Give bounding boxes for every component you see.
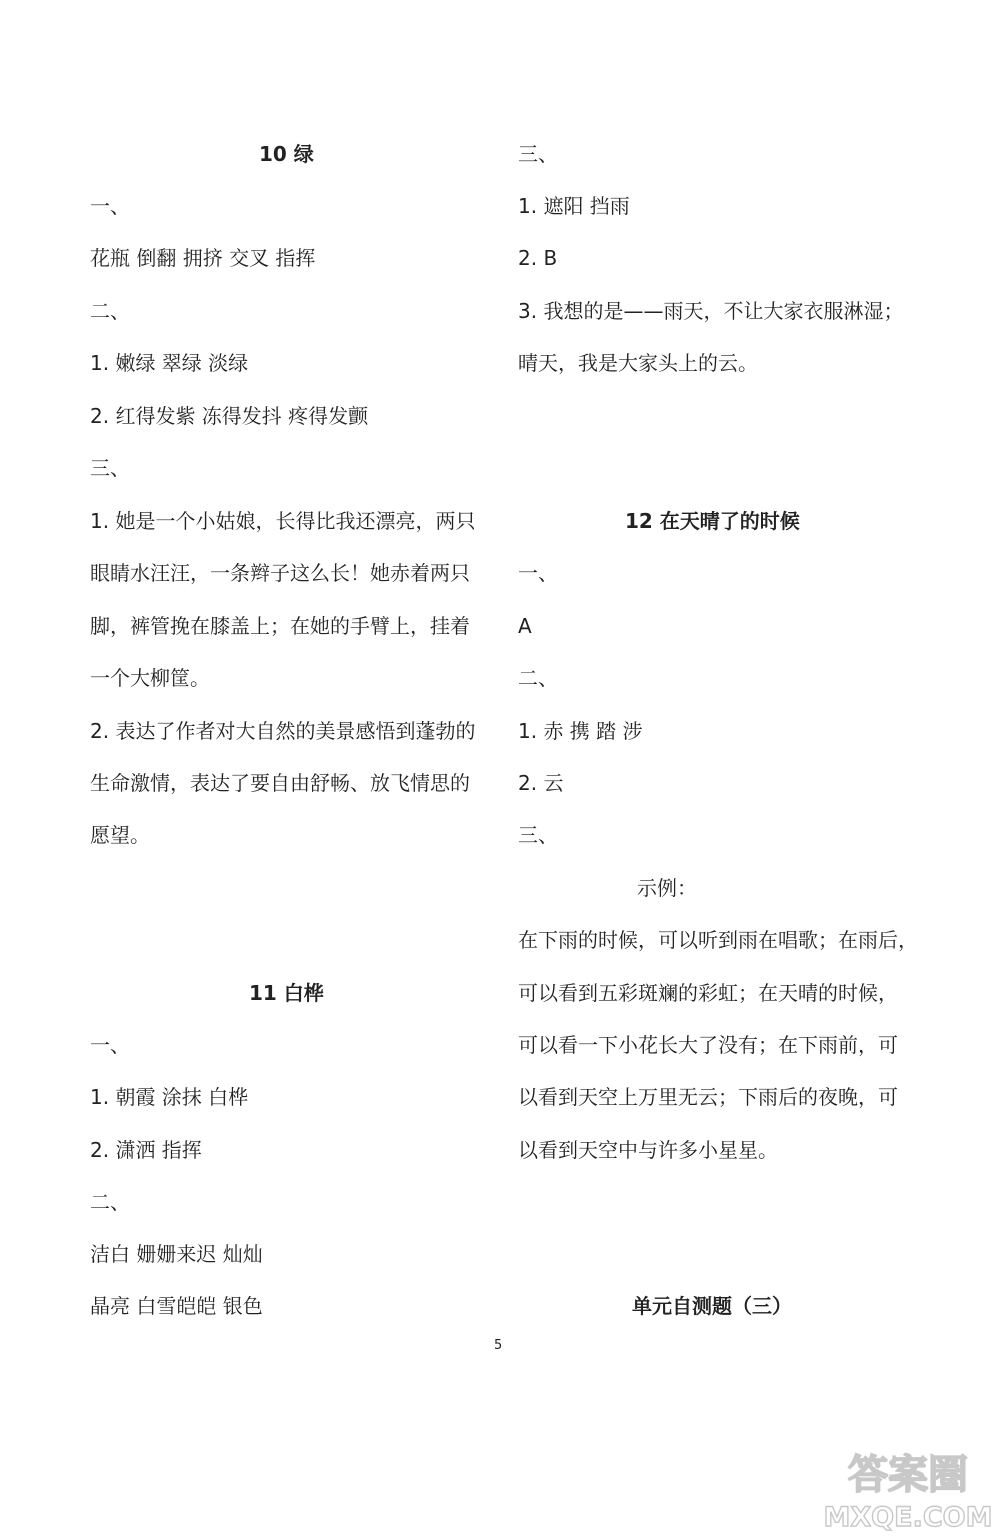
section-10-answer-3-2-line: 生命激情，表达了要自由舒畅、放飞情思的 [90, 771, 470, 795]
section-12-heading-1: 一、 [518, 561, 558, 585]
section-12-example-line: 以看到天空上万里无云；下雨后的夜晚，可 [518, 1085, 898, 1109]
section-11-answer-1-2: 2. 潇洒 指挥 [90, 1138, 202, 1162]
section-10-answer-2-2: 2. 红得发紫 冻得发抖 疼得发颤 [90, 404, 369, 428]
section-10-answer-3-1-line: 一个大柳筐。 [90, 666, 210, 690]
section-12-answer-2-2: 2. 云 [518, 771, 564, 795]
watermark-bottom-text: MXQE.COM [823, 1502, 993, 1533]
section-11-answer-3-3-line: 3. 我想的是——雨天，不让大家衣服淋湿； [518, 299, 904, 323]
section-11-answer-3-2: 2. B [518, 246, 558, 270]
section-10-answer-3-2-line: 2. 表达了作者对大自然的美景感悟到蓬勃的 [90, 719, 476, 743]
section-10-heading-1: 一、 [90, 194, 130, 218]
section-12-example-line: 可以看一下小花长大了没有；在下雨前，可 [518, 1033, 898, 1057]
section-11-answer-3-1: 1. 遮阳 挡雨 [518, 194, 630, 218]
section-11-answer-3-3-line: 晴天，我是大家头上的云。 [518, 351, 758, 375]
watermark-top-text: 答案圈 [848, 1452, 968, 1498]
section-10-title: 10 绿 [259, 142, 314, 166]
section-10-answer-3-1-line: 1. 她是一个小姑娘，长得比我还漂亮，两只 [90, 509, 476, 533]
section-10-heading-3: 三、 [90, 456, 130, 480]
section-11-answer-2-2: 晶亮 白雪皑皑 银色 [90, 1294, 263, 1318]
section-12-example-label: 示例： [637, 876, 697, 900]
page-number: 5 [494, 1338, 503, 1353]
unit-test-title: 单元自测题（三） [632, 1294, 792, 1318]
watermark-logo [816, 1444, 1000, 1536]
section-10-answer-3-1-line: 眼睛水汪汪，一条辫子这么长！她赤着两只 [90, 561, 470, 585]
section-11-heading-1: 一、 [90, 1033, 130, 1057]
section-12-heading-3: 三、 [518, 823, 558, 847]
section-10-heading-2: 二、 [90, 299, 130, 323]
section-12-answer-1: A [518, 614, 532, 638]
section-12-example-line: 可以看到五彩斑斓的彩虹；在天晴的时候， [518, 981, 898, 1005]
section-12-example-line: 在下雨的时候，可以听到雨在唱歌；在雨后， [518, 928, 918, 952]
section-10-answer-3-2-line: 愿望。 [90, 823, 150, 847]
section-11-title: 11 白桦 [249, 981, 324, 1005]
section-12-heading-2: 二、 [518, 666, 558, 690]
section-11-heading-2: 二、 [90, 1190, 130, 1214]
section-11-answer-2-1: 洁白 姗姗来迟 灿灿 [90, 1242, 263, 1266]
section-11-answer-1-1: 1. 朝霞 涂抹 白桦 [90, 1085, 249, 1109]
section-12-title: 12 在天晴了的时候 [625, 509, 800, 533]
section-11-heading-3: 三、 [518, 142, 558, 166]
section-10-answer-3-1-line: 脚，裤管挽在膝盖上；在她的手臂上，挂着 [90, 614, 470, 638]
section-10-answer-1: 花瓶 倒翻 拥挤 交叉 指挥 [90, 246, 316, 270]
section-12-example-line: 以看到天空中与许多小星星。 [518, 1138, 778, 1162]
section-12-answer-2-1: 1. 赤 携 踏 涉 [518, 719, 643, 743]
section-10-answer-2-1: 1. 嫩绿 翠绿 淡绿 [90, 351, 249, 375]
